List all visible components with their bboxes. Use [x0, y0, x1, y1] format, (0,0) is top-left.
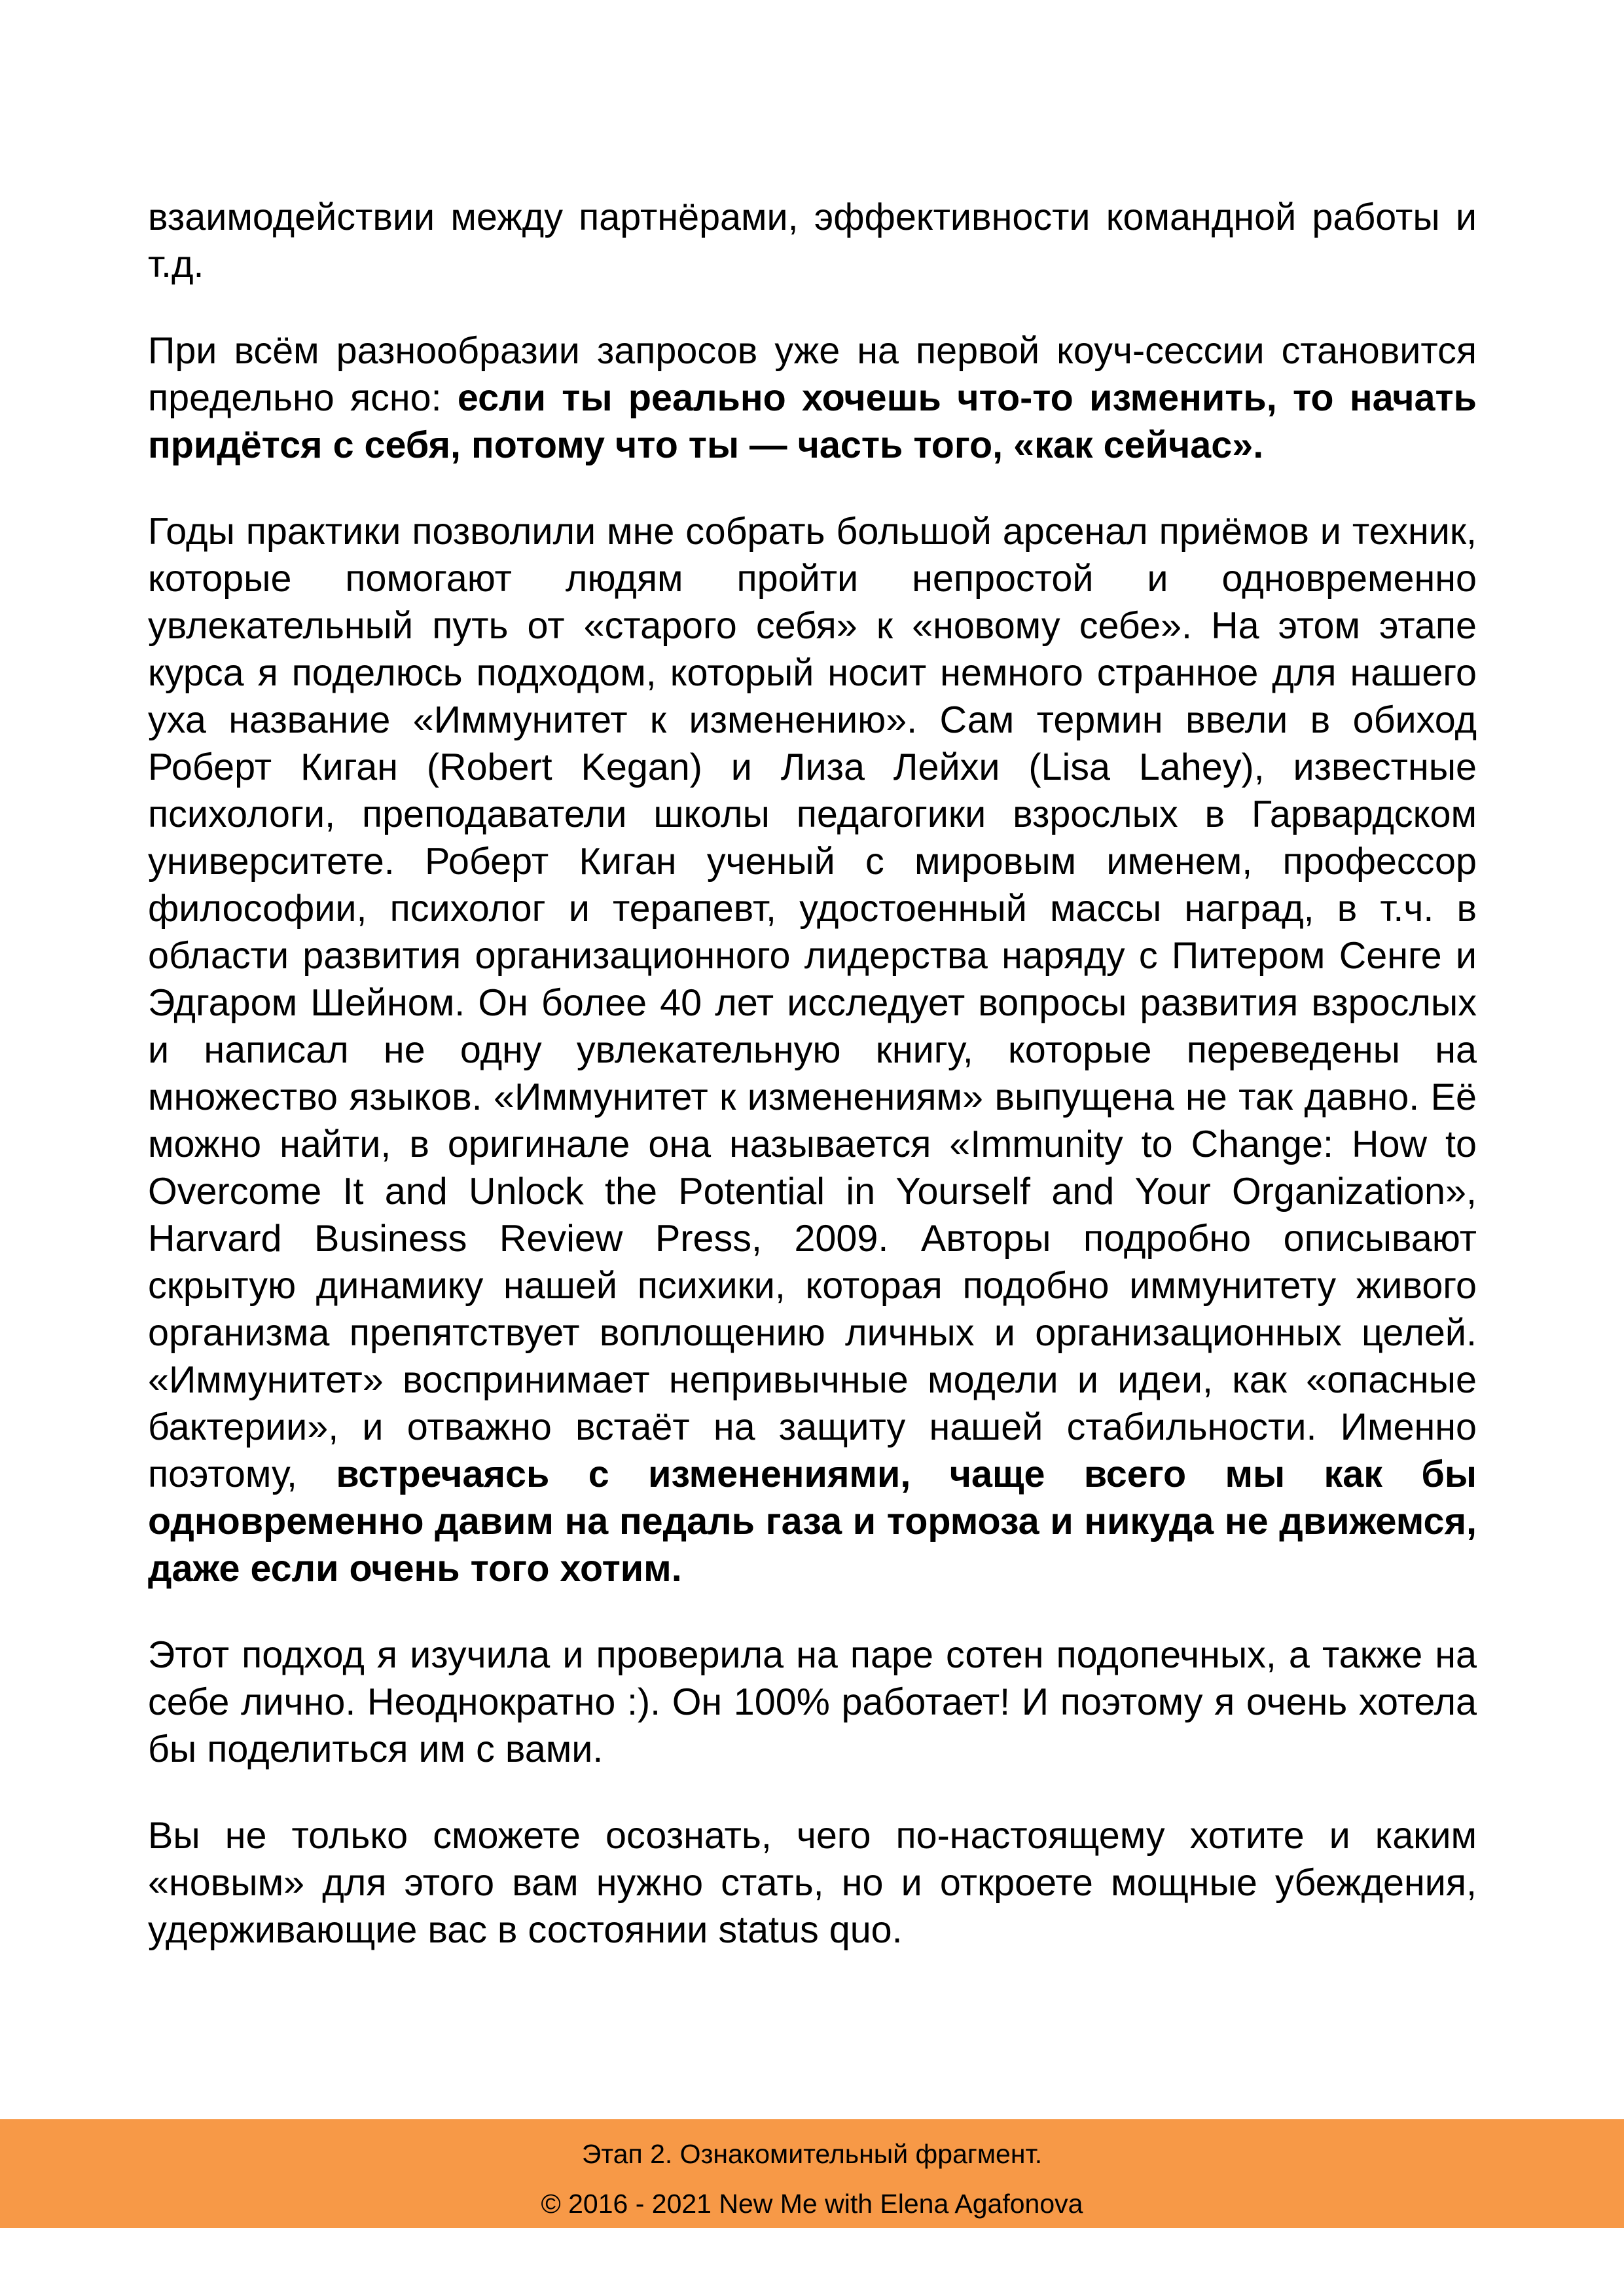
- text-run: При всём разнообразии запросов уже на первой коуч-сессии становится предельно ясно:: [148, 330, 1477, 419]
- paragraph: [148, 327, 1477, 469]
- text-run: Этот подход я изучила и проверила на паре сотен подопечных, а также на себе лично. Неоднократно :). Он 100% работает! И поэтому я очень хотела бы поделиться им с вами.: [148, 1634, 1477, 1770]
- paragraph: [148, 194, 1477, 288]
- text-run: Вы не только сможете осознать, чего по-настоящему хотите и каким «новым» для этого вам нужно стать, но и откроете мощные убеждения, удерживающие вас в состоянии status quo.: [148, 1815, 1477, 1951]
- footer-stage-label: Этап 2. Ознакомительный фрагмент.: [581, 2139, 1043, 2169]
- paragraph: [148, 1812, 1477, 1954]
- text-run: Годы практики позволили мне собрать большой арсенал приёмов и техник, которые помогают людям пройти непростой и одновременно увлекательный путь от «старого себя» к «новому себе». На этом этапе курса я поделюсь подходом, который носит немного странное для нашего уха название «Иммунитет к изменению». Сам термин ввели в обиход Роберт Киган (Robert Kegan) и Лиза Лейхи (Lisa Lahey), известные психологи, преподаватели школы педагогики взрослых в Гарвардском университете. Роберт Киган ученый с мировым именем, профессор философии, психолог и терапевт, удостоенный массы наград, в т.ч. в области развития организационного лидерства наряду с Питером Сенге и Эдгаром Шейном. Он более 40 лет исследует вопросы развития взрослых и написал не одну увлекательную книгу, которые переведены на множество языков. «Иммунитет к изменениям» выпущена не так давно. Её можно найти, в оригинале она называется «Immunity to Change: How to Overcome It and Unlock the Potential in Yourself and Your Organization», Harvard Business Review Press, 2009. Авторы подробно описывают скрытую динамику нашей психики, которая подобно иммунитету живого организма препятствует воплощению личных и организационных целей. «Иммунитет» воспринимает непривычные модели и идеи, как «опасные бактерии», и отважно встаёт на защиту нашей стабильности. Именно поэтому,: [148, 511, 1477, 1495]
- bold-text: встречаясь с изменениями, чаще всего мы как бы одновременно давим на педаль газа и тормоза и никуда не движемся, даже если очень того хотим.: [148, 1453, 1477, 1590]
- footer-copyright: © 2016 - 2021 New Me with Elena Agafonova: [541, 2189, 1083, 2219]
- paragraph: [148, 508, 1477, 1592]
- bold-text: если ты реально хочешь что-то изменить, то начать придётся с себя, потому что ты — часть того, «как сейчас».: [148, 377, 1477, 466]
- document-body: [148, 194, 1477, 1993]
- page-footer: [0, 2119, 1624, 2228]
- paragraph: [148, 1631, 1477, 1773]
- text-run: взаимодействии между партнёрами, эффективности командной работы и т.д.: [148, 196, 1477, 285]
